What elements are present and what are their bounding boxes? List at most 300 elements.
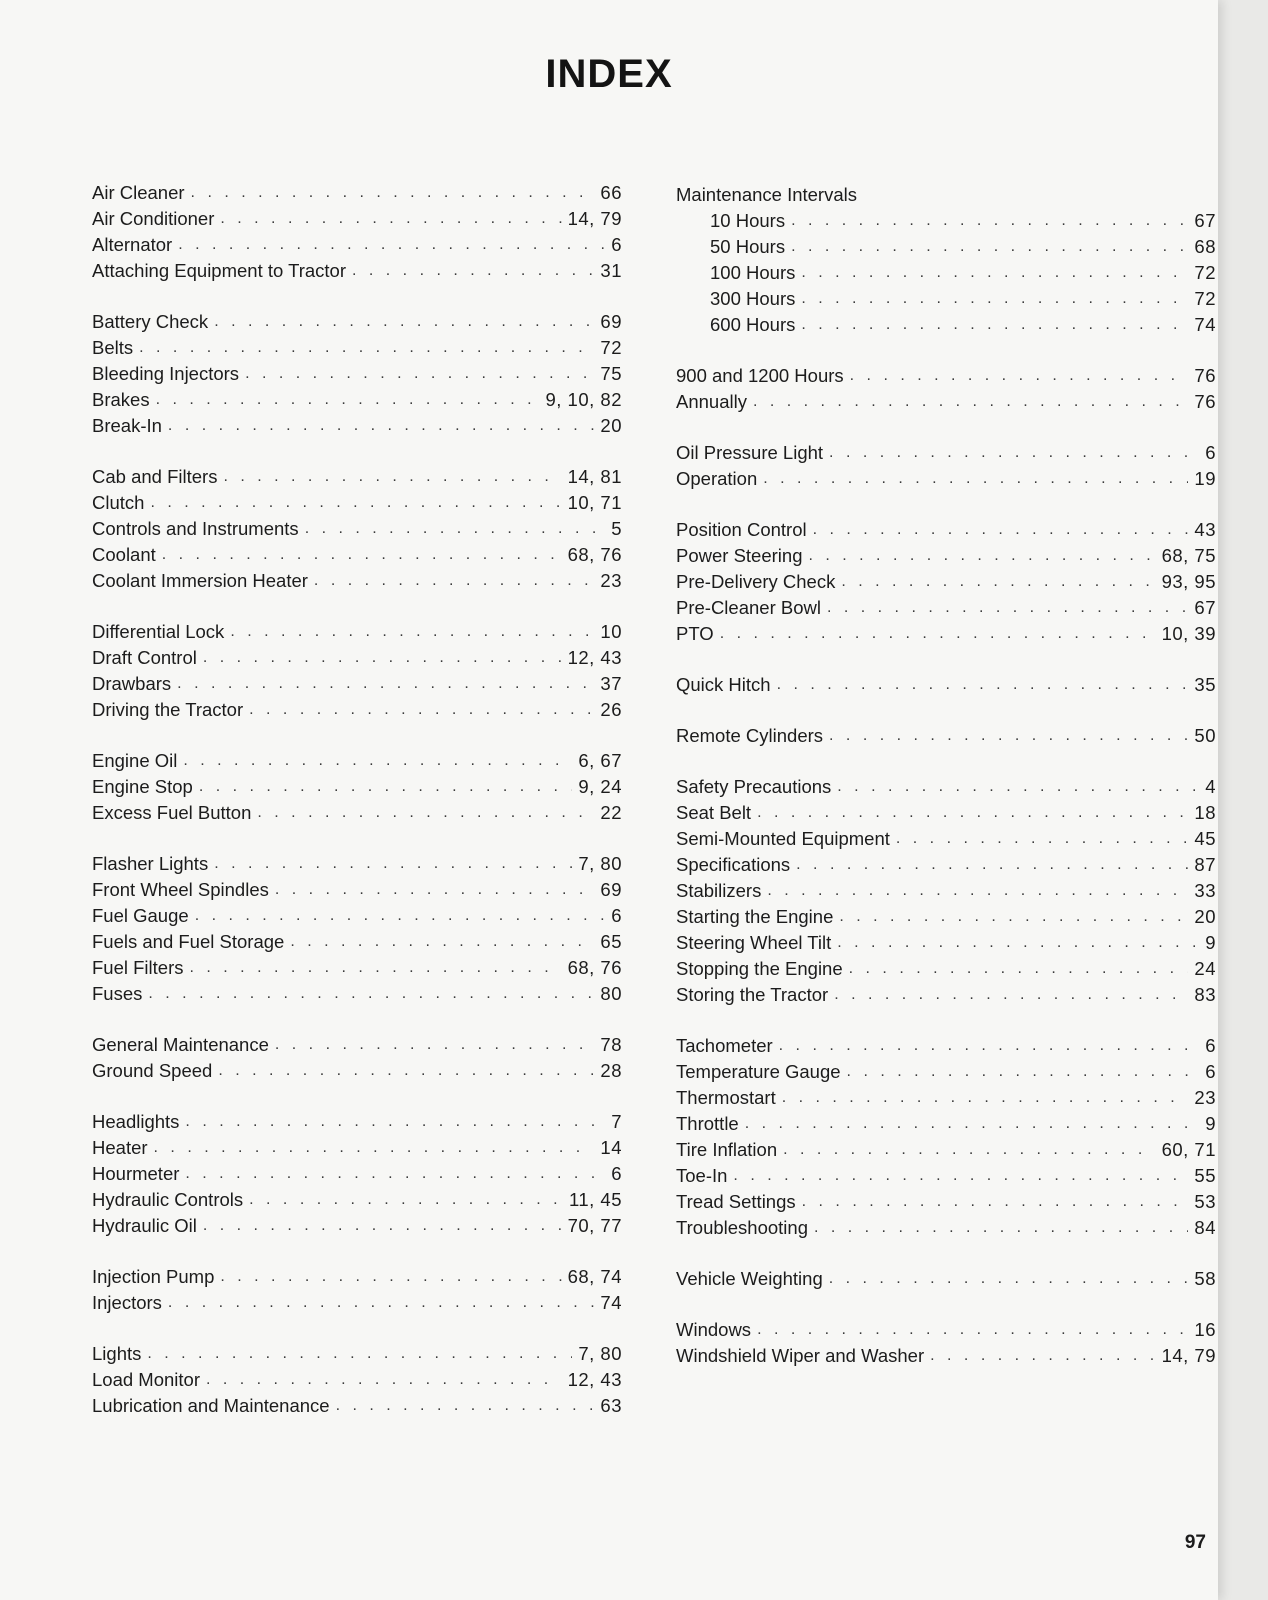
index-entry: [676, 517, 1216, 543]
index-entry-label: Windshield Wiper and Washer: [676, 1345, 925, 1366]
dot-leader: [841, 569, 1155, 595]
index-entry-label: Coolant: [92, 544, 156, 565]
dot-leader: [147, 1341, 572, 1367]
index-entry-label: Heater: [92, 1137, 148, 1158]
page-number: 97: [1184, 1532, 1206, 1553]
index-entry-label: Specifications: [676, 854, 791, 875]
index-entry-label: Thermostart: [676, 1087, 776, 1108]
index-entry-label: Injection Pump: [92, 1266, 215, 1287]
index-entry: [92, 1341, 622, 1367]
dot-leader: [249, 697, 594, 723]
index-entry-label: Tread Settings: [676, 1191, 796, 1212]
index-entry: [92, 903, 622, 929]
dot-leader: [930, 1343, 1155, 1369]
index-entry-label: Excess Fuel Button: [92, 802, 252, 823]
index-entry-pages: 66: [600, 182, 622, 203]
index-group: [92, 1341, 622, 1419]
index-entry-pages: 9, 24: [578, 776, 622, 797]
index-entry: [676, 1215, 1216, 1241]
index-group: [92, 748, 622, 826]
index-entry-pages: 60, 71: [1161, 1139, 1216, 1160]
dot-leader: [827, 595, 1188, 621]
index-entry-pages: 6: [1205, 1061, 1216, 1082]
index-entry-label: Air Cleaner: [92, 182, 185, 203]
dot-leader: [829, 440, 1199, 466]
index-entry-pages: 23: [1194, 1087, 1216, 1108]
index-entry: [92, 413, 622, 439]
index-entry: [92, 1367, 622, 1393]
index-entry: [92, 1032, 622, 1058]
index-entry: [92, 361, 622, 387]
index-entry-pages: 70, 77: [567, 1215, 622, 1236]
index-entry: [92, 1290, 622, 1316]
index-entry: [92, 568, 622, 594]
index-entry-label: Bleeding Injectors: [92, 363, 240, 384]
dot-leader: [782, 1085, 1189, 1111]
index-entry-label: Oil Pressure Light: [676, 442, 824, 463]
index-entry: [676, 234, 1216, 260]
index-entry-label: Ground Speed: [92, 1060, 213, 1081]
index-entry-pages: 9, 10, 82: [545, 389, 622, 410]
index-entry-label: Troubleshooting: [676, 1217, 808, 1238]
dot-leader: [178, 232, 605, 258]
dot-leader: [150, 490, 561, 516]
index-entry-pages: 10: [600, 621, 622, 642]
index-entry: [92, 1187, 622, 1213]
index-entry-pages: 74: [600, 1292, 622, 1313]
index-entry-label: 600 Hours: [710, 314, 796, 335]
index-group: [92, 180, 622, 284]
index-entry: [676, 621, 1216, 647]
index-entry-pages: 31: [600, 260, 622, 281]
dot-leader: [249, 1187, 563, 1213]
dot-leader: [839, 904, 1188, 930]
dot-leader: [148, 981, 594, 1007]
dot-leader: [336, 1393, 595, 1419]
index-entry-label: 100 Hours: [710, 262, 796, 283]
index-entry-label: 50 Hours: [710, 236, 786, 257]
index-group-maintenance: [676, 182, 1216, 338]
index-entry: [676, 466, 1216, 492]
index-entry: [92, 697, 622, 723]
index-entry: [676, 1266, 1216, 1292]
index-entry: [92, 1058, 622, 1084]
dot-leader: [801, 286, 1188, 312]
index-entry-label: Driving the Tractor: [92, 699, 244, 720]
index-entry-pages: 72: [1194, 288, 1216, 309]
index-entry-label: Power Steering: [676, 545, 803, 566]
index-entry-label: Starting the Engine: [676, 906, 834, 927]
index-entry-label: Temperature Gauge: [676, 1061, 841, 1082]
index-entry-pages: 58: [1194, 1268, 1216, 1289]
index-entry-label: 300 Hours: [710, 288, 796, 309]
dot-leader: [777, 672, 1189, 698]
dot-leader: [783, 1137, 1155, 1163]
index-entry: [92, 335, 622, 361]
index-entry: [92, 387, 622, 413]
dot-leader: [199, 774, 573, 800]
index-entry: [92, 851, 622, 877]
index-entry: [92, 955, 622, 981]
dot-leader: [753, 389, 1188, 415]
dot-leader: [203, 1213, 562, 1239]
index-entry: [676, 956, 1216, 982]
index-entry: [676, 595, 1216, 621]
index-entry-label: Front Wheel Spindles: [92, 879, 269, 900]
index-entry-pages: 6: [611, 1163, 622, 1184]
index-entry: [92, 619, 622, 645]
right-index-groups: [676, 363, 1216, 1369]
dot-leader: [779, 1033, 1200, 1059]
dot-leader: [220, 206, 561, 232]
dot-leader: [185, 1109, 605, 1135]
index-entry-label: Clutch: [92, 492, 145, 513]
index-group: [676, 363, 1216, 415]
index-entry: [676, 1085, 1216, 1111]
dot-leader: [275, 1032, 595, 1058]
dot-leader: [230, 619, 594, 645]
index-entry-pages: 93, 95: [1161, 571, 1216, 592]
dot-leader: [183, 748, 572, 774]
index-group: [676, 517, 1216, 647]
dot-leader: [850, 363, 1189, 389]
dot-leader: [223, 464, 561, 490]
index-entry-label: Drawbars: [92, 673, 172, 694]
dot-leader: [218, 1058, 594, 1084]
index-entry: [676, 774, 1216, 800]
index-entry: [676, 312, 1216, 338]
dot-leader: [177, 671, 594, 697]
index-entry-label: Remote Cylinders: [676, 725, 824, 746]
index-entry-pages: 4: [1205, 776, 1216, 797]
index-group: [92, 309, 622, 439]
index-entry-label: Position Control: [676, 519, 807, 540]
index-entry-pages: 76: [1194, 391, 1216, 412]
index-entry-pages: 80: [600, 983, 622, 1004]
dot-leader: [257, 800, 594, 826]
index-group: [676, 723, 1216, 749]
index-entry-pages: 6: [611, 905, 622, 926]
dot-leader: [168, 1290, 595, 1316]
index-entry-label: Fuels and Fuel Storage: [92, 931, 285, 952]
index-entry-pages: 63: [600, 1395, 622, 1416]
index-entry-pages: 68: [1194, 236, 1216, 257]
index-entry-label: Battery Check: [92, 311, 209, 332]
dot-leader: [214, 851, 572, 877]
index-entry-pages: 20: [1194, 906, 1216, 927]
index-entry-pages: 76: [1194, 365, 1216, 386]
index-entry-label: Load Monitor: [92, 1369, 200, 1390]
index-entry: [676, 1111, 1216, 1137]
dot-leader: [220, 1264, 561, 1290]
dot-leader: [801, 260, 1188, 286]
index-entry-label: Throttle: [676, 1113, 739, 1134]
index-entry-label: 900 and 1200 Hours: [676, 365, 844, 386]
index-entry-pages: 68, 75: [1161, 545, 1216, 566]
index-entry: [92, 516, 622, 542]
index-group: [92, 619, 622, 723]
index-entry-label: Pre-Cleaner Bowl: [676, 597, 821, 618]
index-entry-pages: 14, 79: [567, 208, 622, 229]
index-entry-label: Toe-In: [676, 1165, 728, 1186]
maintenance-intervals-heading: Maintenance Intervals: [676, 184, 857, 205]
dot-leader: [802, 1189, 1189, 1215]
dot-leader: [168, 413, 595, 439]
index-entry-pages: 43: [1194, 519, 1216, 540]
index-entry-label: Headlights: [92, 1111, 180, 1132]
index-group: [92, 1109, 622, 1239]
dot-leader: [814, 1215, 1188, 1241]
index-group: [676, 1266, 1216, 1292]
index-entry: [676, 1317, 1216, 1343]
dot-leader: [206, 1367, 562, 1393]
dot-leader: [834, 982, 1188, 1008]
index-entry-pages: 7, 80: [578, 853, 622, 874]
index-entry-label: Attaching Equipment to Tractor: [92, 260, 346, 281]
index-entry: [92, 542, 622, 568]
dot-leader: [796, 852, 1188, 878]
index-entry-label: General Maintenance: [92, 1034, 269, 1055]
index-entry: [676, 440, 1216, 466]
dot-leader: [849, 956, 1189, 982]
index-entry-label: Vehicle Weighting: [676, 1268, 823, 1289]
index-entry-pages: 6: [1205, 442, 1216, 463]
index-entry-label: Storing the Tractor: [676, 984, 829, 1005]
index-group: [92, 1264, 622, 1316]
index-entry-pages: 12, 43: [567, 647, 622, 668]
index-entry-label: Cab and Filters: [92, 466, 218, 487]
index-entry-pages: 6: [611, 234, 622, 255]
index-entry-label: Flasher Lights: [92, 853, 209, 874]
dot-leader: [191, 180, 595, 206]
index-entry-pages: 6, 67: [578, 750, 622, 771]
index-entry: [92, 1264, 622, 1290]
index-entry: [676, 723, 1216, 749]
index-group: [676, 1317, 1216, 1369]
index-entry: [676, 852, 1216, 878]
index-entry-pages: 19: [1194, 468, 1216, 489]
index-group: [676, 672, 1216, 698]
index-entry-pages: 24: [1194, 958, 1216, 979]
dot-leader: [837, 930, 1199, 956]
index-entry-pages: 18: [1194, 802, 1216, 823]
index-entry-pages: 78: [600, 1034, 622, 1055]
index-entry-label: Alternator: [92, 234, 173, 255]
index-entry: [92, 258, 622, 284]
index-entry-pages: 28: [600, 1060, 622, 1081]
index-entry: [92, 981, 622, 1007]
index-entry: [676, 569, 1216, 595]
dot-leader: [757, 800, 1188, 826]
index-entry: [676, 1189, 1216, 1215]
index-entry: [92, 877, 622, 903]
index-entry-pages: 14: [600, 1137, 622, 1158]
index-entry-pages: 69: [600, 879, 622, 900]
index-entry-pages: 84: [1194, 1217, 1216, 1238]
dot-leader: [352, 258, 594, 284]
index-entry-pages: 35: [1194, 674, 1216, 695]
index-entry-pages: 9: [1205, 1113, 1216, 1134]
index-entry: [92, 309, 622, 335]
dot-leader: [847, 1059, 1200, 1085]
index-entry-label: Lights: [92, 1343, 142, 1364]
dot-leader: [813, 517, 1189, 543]
index-entry-label: Controls and Instruments: [92, 518, 299, 539]
index-entry: [676, 208, 1216, 234]
dot-leader: [139, 335, 594, 361]
index-entry-pages: 72: [1194, 262, 1216, 283]
index-entry: [676, 930, 1216, 956]
index-entry: [676, 1033, 1216, 1059]
dot-leader: [767, 878, 1188, 904]
index-entry-pages: 68, 74: [567, 1266, 622, 1287]
index-entry-label: Tire Inflation: [676, 1139, 778, 1160]
index-entry-label: Pre-Delivery Check: [676, 571, 836, 592]
index-entry-label: Fuel Filters: [92, 957, 184, 978]
index-entry: [676, 1343, 1216, 1369]
page-title: INDEX: [545, 52, 673, 96]
dot-leader: [290, 929, 594, 955]
index-group: [676, 440, 1216, 492]
index-entry: [92, 1109, 622, 1135]
index-group: [92, 1032, 622, 1084]
dot-leader: [808, 543, 1155, 569]
dot-leader: [720, 621, 1156, 647]
dot-leader: [837, 774, 1199, 800]
dot-leader: [275, 877, 595, 903]
index-entry-pages: 6: [1205, 1035, 1216, 1056]
left-index-column: [92, 180, 622, 1444]
index-entry: [676, 672, 1216, 698]
index-entry-pages: 37: [600, 673, 622, 694]
index-entry-label: Steering Wheel Tilt: [676, 932, 832, 953]
dot-leader: [896, 826, 1189, 852]
index-entry: [92, 1213, 622, 1239]
dot-leader: [154, 1135, 595, 1161]
index-entry: [92, 1135, 622, 1161]
index-entry-label: Brakes: [92, 389, 150, 410]
index-entry: [676, 904, 1216, 930]
index-entry-pages: 10, 39: [1161, 623, 1216, 644]
dot-leader: [791, 234, 1188, 260]
index-entry-label: Hourmeter: [92, 1163, 180, 1184]
index-entry-pages: 14, 79: [1161, 1345, 1216, 1366]
index-entry-pages: 69: [600, 311, 622, 332]
index-entry: [676, 878, 1216, 904]
dot-leader: [203, 645, 562, 671]
index-entry-pages: 68, 76: [567, 957, 622, 978]
index-entry: [92, 929, 622, 955]
index-entry-label: Air Conditioner: [92, 208, 215, 229]
index-entry: [92, 206, 622, 232]
dot-leader: [757, 1317, 1188, 1343]
index-entry: [676, 363, 1216, 389]
index-entry: [676, 260, 1216, 286]
dot-leader: [195, 903, 606, 929]
index-entry-label: Fuses: [92, 983, 143, 1004]
index-entry-pages: 65: [600, 931, 622, 952]
dot-leader: [214, 309, 594, 335]
index-entry-label: Stopping the Engine: [676, 958, 843, 979]
index-entry-pages: 22: [600, 802, 622, 823]
index-entry-label: Annually: [676, 391, 747, 412]
index-entry-pages: 14, 81: [567, 466, 622, 487]
right-index-column: [676, 182, 1216, 1394]
index-entry-label: Hydraulic Oil: [92, 1215, 197, 1236]
index-entry-label: Break-In: [92, 415, 162, 436]
dot-leader: [791, 208, 1188, 234]
index-entry-pages: 12, 43: [567, 1369, 622, 1390]
dot-leader: [829, 1266, 1189, 1292]
index-entry-pages: 10, 71: [567, 492, 622, 513]
index-entry-pages: 55: [1194, 1165, 1216, 1186]
index-entry-label: Lubrication and Maintenance: [92, 1395, 330, 1416]
dot-leader: [829, 723, 1188, 749]
index-entry-pages: 53: [1194, 1191, 1216, 1212]
index-entry-label: Injectors: [92, 1292, 162, 1313]
index-group: [676, 774, 1216, 1008]
index-entry: [92, 800, 622, 826]
index-entry: [92, 232, 622, 258]
index-entry-pages: 7: [611, 1111, 622, 1132]
index-entry: [676, 389, 1216, 415]
dot-leader: [801, 312, 1188, 338]
index-entry-label: Draft Control: [92, 647, 197, 668]
index-entry: [676, 286, 1216, 312]
index-entry-label: PTO: [676, 623, 714, 644]
dot-leader: [156, 387, 540, 413]
index-entry-pages: 67: [1194, 210, 1216, 231]
index-entry: [676, 982, 1216, 1008]
index-entry: [676, 826, 1216, 852]
index-entry-pages: 72: [600, 337, 622, 358]
index-group: [676, 1033, 1216, 1241]
dot-leader: [314, 568, 595, 594]
index-entry: [92, 645, 622, 671]
index-entry-label: Hydraulic Controls: [92, 1189, 244, 1210]
index-entry-label: Stabilizers: [676, 880, 762, 901]
index-entry-pages: 33: [1194, 880, 1216, 901]
dot-leader: [185, 1161, 605, 1187]
index-entry-label: 10 Hours: [710, 210, 786, 231]
index-group: [92, 464, 622, 594]
index-entry-label: Belts: [92, 337, 134, 358]
index-entry: [92, 774, 622, 800]
index-entry-pages: 68, 76: [567, 544, 622, 565]
dot-leader: [763, 466, 1188, 492]
index-entry-label: Operation: [676, 468, 758, 489]
index-entry-pages: 5: [611, 518, 622, 539]
index-entry: [676, 1059, 1216, 1085]
index-entry: [92, 671, 622, 697]
index-entry-pages: 45: [1194, 828, 1216, 849]
index-entry-pages: 20: [600, 415, 622, 436]
index-entry: [92, 1393, 622, 1419]
index-entry-pages: 16: [1194, 1319, 1216, 1340]
index-entry-pages: 75: [600, 363, 622, 384]
index-entry-pages: 26: [600, 699, 622, 720]
index-entry-pages: 23: [600, 570, 622, 591]
index-entry-label: Engine Oil: [92, 750, 178, 771]
dot-leader: [190, 955, 562, 981]
index-entry-pages: 67: [1194, 597, 1216, 618]
index-entry-label: Seat Belt: [676, 802, 752, 823]
index-entry-label: Safety Precautions: [676, 776, 832, 797]
dot-leader: [733, 1163, 1188, 1189]
index-entry: [92, 490, 622, 516]
index-entry-pages: 50: [1194, 725, 1216, 746]
index-entry-label: Semi-Mounted Equipment: [676, 828, 890, 849]
